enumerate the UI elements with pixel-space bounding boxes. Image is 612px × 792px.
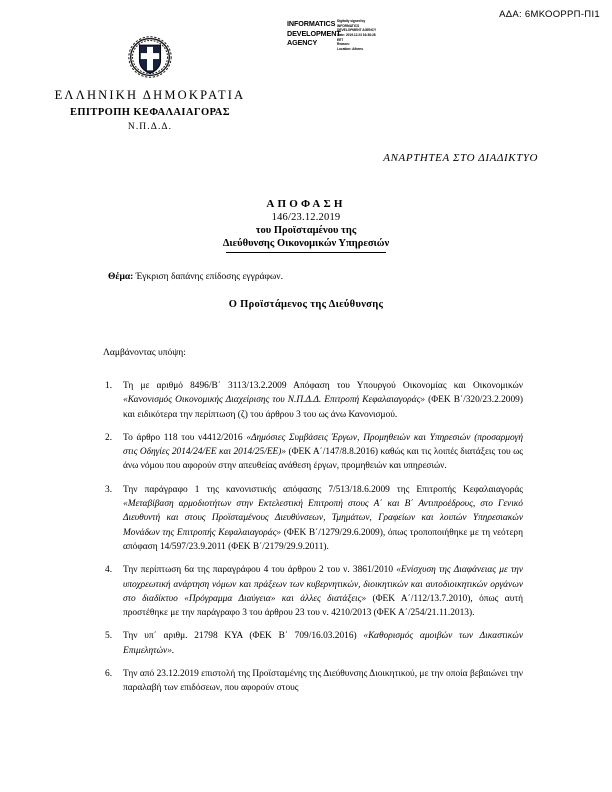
signature-line-2: INFORMATICS <box>337 23 360 28</box>
clause-text <box>123 379 523 422</box>
signature-line-1: Digitally signed by <box>337 19 366 23</box>
clause-number: 3. <box>105 484 113 495</box>
clause-item <box>103 379 523 422</box>
org-name-line3: Ν.Π.Δ.Δ. <box>127 122 173 132</box>
decision-number: 146/23.12.2019 <box>271 212 341 223</box>
clause-text <box>123 563 523 620</box>
signature-agency-label: INFORMATICS DEVELOPMENT AGENCY <box>287 19 341 47</box>
clause-body: Την από 23.12.2019 επιστολή της Προϊσταμένης της Διεύθυνσης Διοικητικού, με την οποία βεβαιώνει την παραλαβή των επιδόσεων, που αφορούν στους <box>123 669 523 694</box>
clause-body: (ΦΕΚ Β΄/320/23.2.2009) και ειδικότερα την περίπτωση (ζ) του άρθρου 3 του ως άνω Κανονισμού. <box>123 395 523 420</box>
clause-citation: «Καθορισμός αμοιβών των Δικαστικών Επιμελητών». <box>123 631 523 656</box>
signature-details <box>337 19 417 52</box>
greek-coat-of-arms-icon <box>127 34 173 80</box>
clause-text <box>123 483 523 554</box>
clause-number: 5. <box>105 631 113 642</box>
publication-notice: ΑΝΑΡΤΗΤΕΑ ΣΤΟ ΔΙΑΔΙΚΤΥΟ <box>383 152 538 164</box>
clause-list <box>103 379 523 705</box>
signature-line-3: DEVELOPMENT AGENCY <box>337 28 377 33</box>
signature-line-4: Date: 2019.12.23 16:38:28 <box>337 33 376 38</box>
clause-number: 2. <box>105 432 113 443</box>
clause-item <box>103 629 523 658</box>
clause-citation: «Ενίσχυση της Διαφάνειας με την υποχρεωτική ανάρτηση νόμων και πράξεων των κυβερνητικών, διοικητικών και αυτοδιοικητικών οργάνων στο διαδίκτυο «Πρόγραμμα Διαύγεια» και άλλες διατάξεις» <box>123 565 523 604</box>
clause-item <box>103 483 523 554</box>
clause-body: Την υπ΄ αριθμ. 21798 ΚΥΑ (ΦΕΚ Β΄ 709/16.03.2016) <box>123 631 364 642</box>
clause-item <box>103 563 523 620</box>
clause-text <box>123 629 523 658</box>
subject-label: Θέμα: <box>108 272 134 282</box>
decision-department: Διεύθυνσης Οικονομικών Υπηρεσιών <box>222 238 390 249</box>
clause-body: (ΦΕΚ Β΄/1279/29.6.2009), όπως τροποποιήθηκε με τη νεότερη απόφαση 14/597/23.9.2011 (ΦΕΚ Β΄/2179/29.9.2011). <box>123 527 524 552</box>
clause-body: Τη με αριθμό 8496/Β΄ 3113/13.2.2009 Απόφαση του Υπουργού Οικονομίας και Οικονομικών <box>123 381 523 391</box>
decision-heading: ΑΠΟΦΑΣΗ <box>266 198 346 210</box>
clause-citation: «Μεταβίβαση αρμοδιοτήτων στην Εκτελεστική Επιτροπή στους Α΄ και Β΄ Αντιπροέδρους, στο Γενικό Διευθυντή και στους Προϊσταμένους Διευθύνσεων, Τμημάτων, Γραφείων και λοιπών Υπηρεσιακών Μονάδων της Επιτροπής Κεφαλαιαγοράς» <box>123 499 523 538</box>
clause-body: Την περίπτωση 6α της παραγράφου 4 του άρθρου 2 του ν. 3861/2010 <box>123 565 397 576</box>
clause-number: 1. <box>105 381 113 391</box>
subject-text: Έγκριση δαπάνης επίδοσης εγγράφων. <box>135 272 283 282</box>
clause-text <box>123 667 523 696</box>
clause-body: Το άρθρο 118 του ν4412/2016 <box>123 432 247 443</box>
subject-line <box>108 272 548 282</box>
clause-text <box>123 431 523 474</box>
decision-issuer-role: του Προϊσταμένου της <box>255 225 357 236</box>
clause-citation: «Κανονισμός Οικονομικής Διαχείρισης του Ν.Π.Δ.Δ. Επιτροπή Κεφαλαιαγοράς» <box>123 395 429 406</box>
clause-item <box>103 667 523 696</box>
org-name-line1: ΕΛΛΗΝΙΚΗ ΔΗΜΟΚΡΑΤΙΑ <box>54 88 246 102</box>
masthead <box>0 34 300 132</box>
digital-signature-stamp <box>287 19 417 52</box>
signer-heading: Ο Προϊστάμενος της Διεύθυνσης <box>228 299 384 310</box>
decision-title-block <box>0 198 612 253</box>
clause-citation: «Δημόσιες Συμβάσεις Έργων, Προμηθειών και Υπηρεσιών (προσαρμογή στις Οδηγίες 2014/24/ΕΕ και 2014/25/ΕΕ)» <box>123 432 523 458</box>
clause-body: Την παράγραφο 1 της κανονιστικής απόφασης 7/513/18.6.2009 της Επιτροπής Κεφαλαιαγοράς <box>123 484 523 495</box>
clause-item <box>103 431 523 474</box>
ada-code: ΑΔΑ: 6ΜΚΟΟΡΡΠ-ΠΙ1 <box>499 9 600 20</box>
signature-line-5: EET <box>337 37 344 42</box>
org-name-line2: ΕΠΙΤΡΟΠΗ ΚΕΦΑΛΑΙΑΓΟΡΑΣ <box>69 107 231 118</box>
signature-line-6: Reason: <box>337 42 350 47</box>
clause-number: 6. <box>105 669 113 680</box>
title-divider <box>226 252 386 253</box>
clause-body: (ΦΕΚ Α΄/112/13.7.2010), όπως αυτή προστέθηκε με την παράγραφο 3 του άρθρου 23 του ν. 4210/2013 (ΦΕΚ Α΄/254/21.11.2013). <box>123 593 524 619</box>
preamble-text: Λαμβάνοντας υπόψη: <box>103 348 186 358</box>
clause-body: (ΦΕΚ Α΄/147/8.8.2016) καθώς και τις λοιπές διατάξεις του ως άνω νόμου που αφορούν στην απευθείας ανάθεση έργων, προμηθειών και υπηρεσιών. <box>123 447 523 472</box>
signature-line-7: Location: Athens <box>337 47 364 52</box>
clause-number: 4. <box>105 565 113 576</box>
